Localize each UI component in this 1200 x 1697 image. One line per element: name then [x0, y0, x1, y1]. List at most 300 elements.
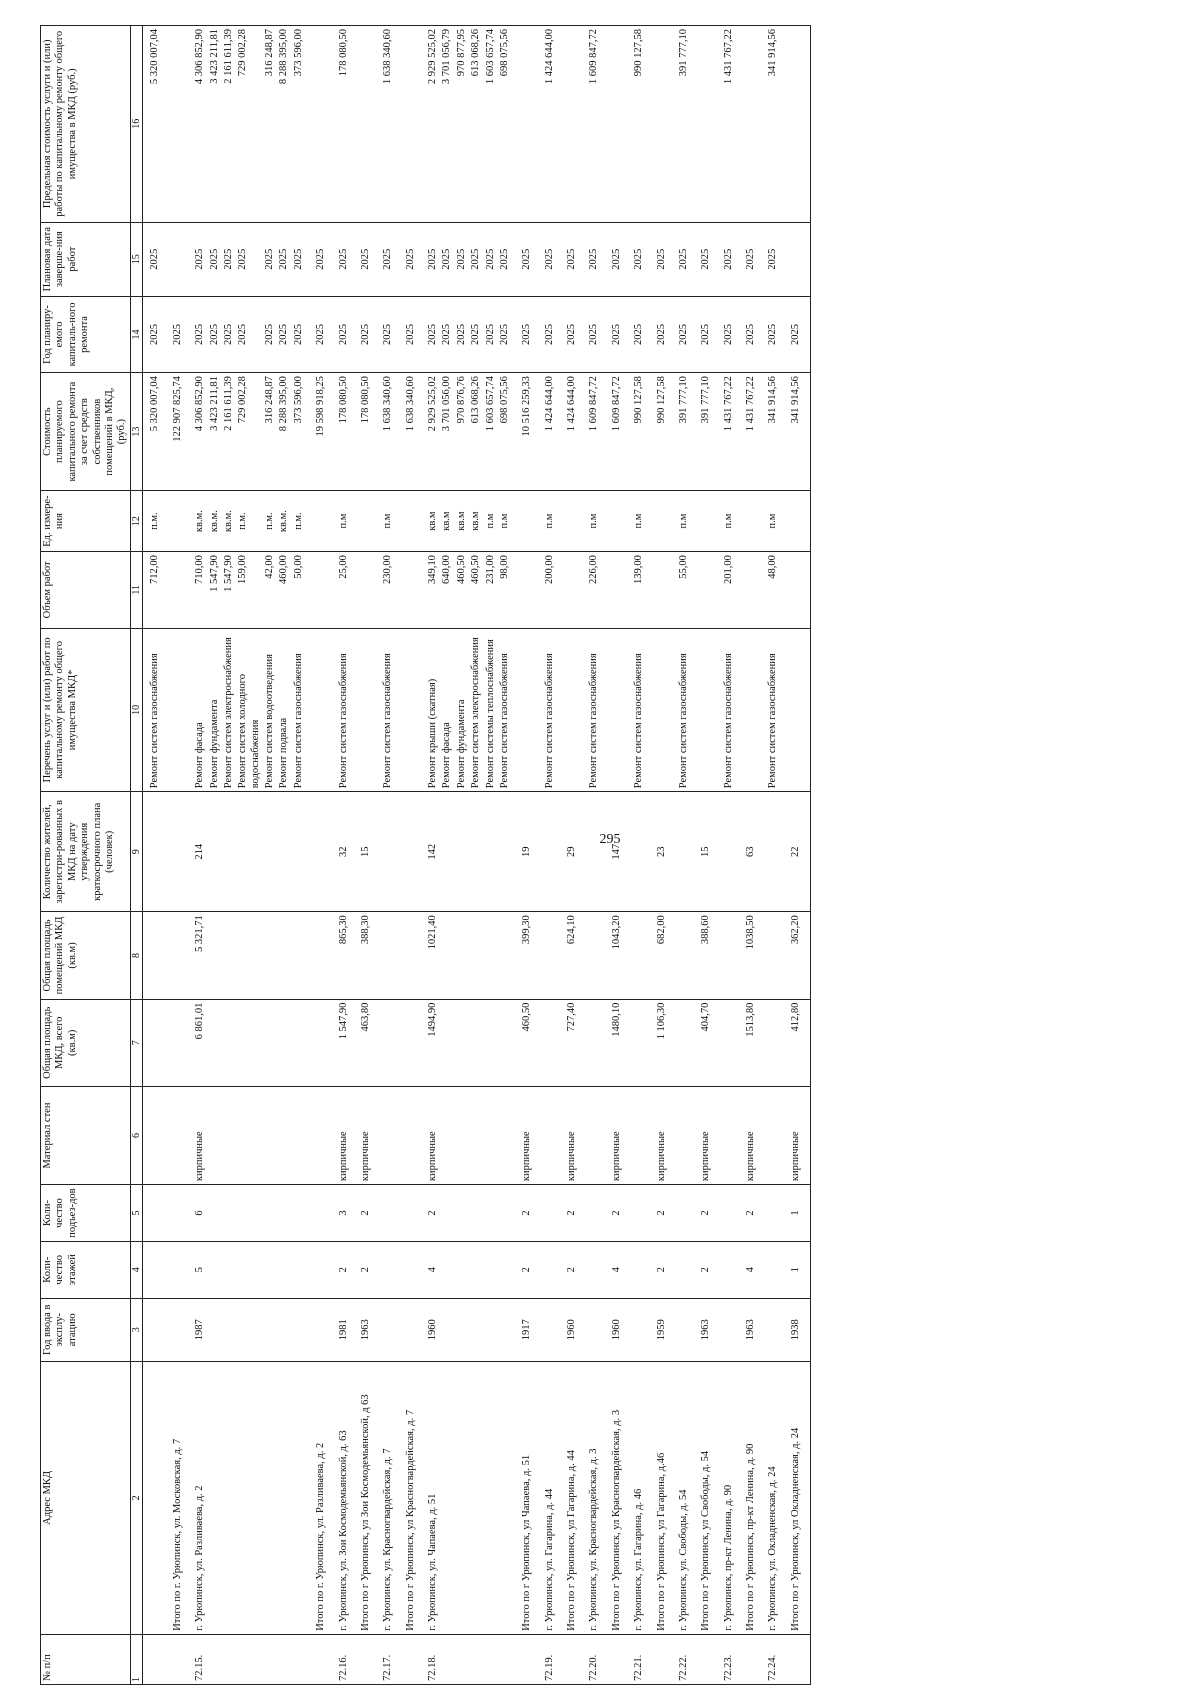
completion-date-cell: 2025: [185, 222, 207, 296]
row-number-cell: 72.22.: [669, 1634, 691, 1684]
wall-material-cell: [498, 1086, 512, 1184]
rotated-table-container: [40, 25, 1140, 1685]
address-cell: Итого по г Урюпинск, ул Красногвардейская, д. 3: [602, 1361, 624, 1634]
repair-year-cell: 2025: [292, 296, 306, 372]
cost-cell: 729 002,28: [236, 373, 263, 491]
table-row: [236, 26, 263, 1685]
row-number-cell: 72.16.: [329, 1634, 351, 1684]
premises-area-cell: [277, 912, 291, 999]
floors-cell: 2: [691, 1241, 713, 1298]
entrances-cell: 2: [647, 1185, 669, 1242]
year-built-cell: [263, 1298, 277, 1361]
volume-cell: 48,00: [758, 552, 780, 628]
unit-cell: п.м: [624, 491, 646, 552]
table-row: [758, 26, 780, 1685]
work-type-cell: [163, 628, 185, 792]
residents-cell: [440, 792, 454, 912]
entrances-cell: [455, 1185, 469, 1242]
repair-year-cell: 2025: [758, 296, 780, 372]
address-cell: г. Урюпинск, ул. Красногвардейская, д. 7: [373, 1361, 395, 1634]
residents-cell: [277, 792, 291, 912]
max-cost-cell: 990 127,58: [624, 26, 646, 223]
year-built-cell: 1960: [557, 1298, 579, 1361]
floors-cell: [277, 1241, 291, 1298]
unit-cell: п.м.: [236, 491, 263, 552]
floors-cell: [222, 1241, 236, 1298]
entrances-cell: [222, 1185, 236, 1242]
total-area-cell: [498, 999, 512, 1086]
work-type-cell: Ремонт систем газоснабжения: [329, 628, 351, 792]
work-type-cell: [396, 628, 418, 792]
premises-area-cell: 865,30: [329, 912, 351, 999]
work-type-cell: Ремонт систем газоснабжения: [758, 628, 780, 792]
wall-material-cell: кирпичные: [781, 1086, 811, 1184]
residents-cell: [624, 792, 646, 912]
completion-date-cell: 2025: [758, 222, 780, 296]
volume-cell: 42,00: [263, 552, 277, 628]
address-cell: г. Урюпинск, ул. Чапаева, д. 51: [418, 1361, 440, 1634]
row-number-cell: [736, 1634, 758, 1684]
cost-cell: 613 068,26: [469, 373, 483, 491]
year-built-cell: [484, 1298, 498, 1361]
work-type-cell: Ремонт систем газоснабжения: [669, 628, 691, 792]
repair-year-cell: 2025: [263, 296, 277, 372]
col-number: 2: [130, 1361, 143, 1634]
address-cell: Итого по г Урюпинск, ул Гагарина, д.46: [647, 1361, 669, 1634]
work-type-cell: [736, 628, 758, 792]
premises-area-cell: [208, 912, 222, 999]
total-area-cell: 1513,80: [736, 999, 758, 1086]
repair-year-cell: 2025: [535, 296, 557, 372]
completion-date-cell: 2025: [736, 222, 758, 296]
entrances-cell: [163, 1185, 185, 1242]
entrances-cell: [396, 1185, 418, 1242]
floors-cell: 4: [602, 1241, 624, 1298]
entrances-cell: 3: [329, 1185, 351, 1242]
completion-date-cell: 2025: [484, 222, 498, 296]
cost-cell: 178 080,50: [351, 373, 373, 491]
total-area-cell: [163, 999, 185, 1086]
table-row: [691, 26, 713, 1685]
unit-cell: кв.м: [455, 491, 469, 552]
total-area-cell: [669, 999, 691, 1086]
year-built-cell: [292, 1298, 306, 1361]
floors-cell: [498, 1241, 512, 1298]
max-cost-cell: [351, 26, 373, 223]
total-area-cell: [714, 999, 736, 1086]
premises-area-cell: [455, 912, 469, 999]
repair-year-cell: 2025: [418, 296, 440, 372]
entrances-cell: 6: [185, 1185, 207, 1242]
table-row: [624, 26, 646, 1685]
unit-cell: п.м: [758, 491, 780, 552]
total-area-cell: [440, 999, 454, 1086]
header-floors: Коли-чество этажей: [41, 1241, 131, 1298]
table-row: [736, 26, 758, 1685]
unit-cell: [781, 491, 811, 552]
unit-cell: [691, 491, 713, 552]
unit-cell: п.м.: [292, 491, 306, 552]
premises-area-cell: 624,10: [557, 912, 579, 999]
residents-cell: [714, 792, 736, 912]
repair-year-cell: 2025: [373, 296, 395, 372]
unit-cell: [647, 491, 669, 552]
total-area-cell: [236, 999, 263, 1086]
unit-cell: п.м: [535, 491, 557, 552]
address-cell: [455, 1361, 469, 1634]
unit-cell: кв.м: [440, 491, 454, 552]
row-number-cell: [163, 1634, 185, 1684]
max-cost-cell: 178 080,50: [329, 26, 351, 223]
entrances-cell: 2: [557, 1185, 579, 1242]
address-cell: [143, 1361, 163, 1634]
premises-area-cell: [373, 912, 395, 999]
completion-date-cell: 2025: [351, 222, 373, 296]
unit-cell: кв.м: [469, 491, 483, 552]
wall-material-cell: [714, 1086, 736, 1184]
address-cell: Итого по г Урюпинск, ул Гагарина, д. 44: [557, 1361, 579, 1634]
total-area-cell: 412,80: [781, 999, 811, 1086]
completion-date-cell: 2025: [329, 222, 351, 296]
wall-material-cell: [440, 1086, 454, 1184]
total-area-cell: [469, 999, 483, 1086]
row-number-cell: [440, 1634, 454, 1684]
entrances-cell: [277, 1185, 291, 1242]
floors-cell: 2: [647, 1241, 669, 1298]
address-cell: Итого по г Урюпинск, ул Свободы, д. 54: [691, 1361, 713, 1634]
wall-material-cell: [396, 1086, 418, 1184]
work-type-cell: Ремонт систем газоснабжения: [579, 628, 601, 792]
max-cost-cell: 2 161 611,39: [222, 26, 236, 223]
row-number-cell: [222, 1634, 236, 1684]
wall-material-cell: [306, 1086, 328, 1184]
max-cost-cell: 341 914,56: [758, 26, 780, 223]
volume-cell: [647, 552, 669, 628]
address-cell: Итого по г. Урюпинск, ул. Московская, д. 7: [163, 1361, 185, 1634]
col-number: 12: [130, 491, 143, 552]
year-built-cell: 1960: [418, 1298, 440, 1361]
address-cell: [263, 1361, 277, 1634]
col-number: 5: [130, 1185, 143, 1242]
residents-cell: [163, 792, 185, 912]
year-built-cell: [143, 1298, 163, 1361]
cost-cell: 122 907 825,74: [163, 373, 185, 491]
unit-cell: кв.м.: [222, 491, 236, 552]
col-number: 1: [130, 1634, 143, 1684]
entrances-cell: 2: [418, 1185, 440, 1242]
completion-date-cell: 2025: [143, 222, 163, 296]
table-row: [781, 26, 811, 1685]
unit-cell: п.м: [484, 491, 498, 552]
entrances-cell: [143, 1185, 163, 1242]
total-area-cell: 404,70: [691, 999, 713, 1086]
residents-cell: [236, 792, 263, 912]
completion-date-cell: 2025: [222, 222, 236, 296]
unit-cell: п.м.: [143, 491, 163, 552]
total-area-cell: [373, 999, 395, 1086]
address-cell: Итого по г Урюпинск, пр-кт Ленина, д. 90: [736, 1361, 758, 1634]
cost-cell: 1 609 847,72: [602, 373, 624, 491]
row-number-cell: [277, 1634, 291, 1684]
premises-area-cell: 5 321,71: [185, 912, 207, 999]
wall-material-cell: [143, 1086, 163, 1184]
address-cell: Итого по г Урюпинск, ул Зои Космодемьянской, д 63: [351, 1361, 373, 1634]
completion-date-cell: 2025: [602, 222, 624, 296]
max-cost-cell: 8 288 395,00: [277, 26, 291, 223]
max-cost-cell: [781, 26, 811, 223]
capital-repair-table: [40, 25, 811, 1685]
premises-area-cell: [263, 912, 277, 999]
col-number: 10: [130, 628, 143, 792]
volume-cell: 139,00: [624, 552, 646, 628]
max-cost-cell: [306, 26, 328, 223]
completion-date-cell: 2025: [208, 222, 222, 296]
residents-cell: [306, 792, 328, 912]
unit-cell: кв.м.: [185, 491, 207, 552]
total-area-cell: [484, 999, 498, 1086]
max-cost-cell: 5 320 007,04: [143, 26, 163, 223]
completion-date-cell: 2025: [263, 222, 277, 296]
col-number: 14: [130, 296, 143, 372]
work-type-cell: [306, 628, 328, 792]
repair-year-cell: 2025: [143, 296, 163, 372]
residents-cell: [143, 792, 163, 912]
completion-date-cell: 2025: [535, 222, 557, 296]
cost-cell: 990 127,58: [647, 373, 669, 491]
completion-date-cell: 2025: [469, 222, 483, 296]
row-number-cell: 72.18.: [418, 1634, 440, 1684]
cost-cell: 1 638 340,60: [373, 373, 395, 491]
residents-cell: 22: [781, 792, 811, 912]
year-built-cell: [624, 1298, 646, 1361]
cost-cell: 316 248,87: [263, 373, 277, 491]
cost-cell: 970 876,76: [455, 373, 469, 491]
volume-cell: 1 547,90: [208, 552, 222, 628]
floors-cell: [579, 1241, 601, 1298]
header-cost: Стоимость планируемого капитального ремонта за счет средств собственников помещений в МКД, (руб.): [41, 373, 131, 491]
residents-cell: [535, 792, 557, 912]
col-number: 13: [130, 373, 143, 491]
repair-year-cell: 2025: [208, 296, 222, 372]
work-type-cell: Ремонт систем газоснабжения: [373, 628, 395, 792]
premises-area-cell: [143, 912, 163, 999]
volume-cell: [557, 552, 579, 628]
address-cell: г. Урюпинск, ул. Зои Космодемьянской, д. 63: [329, 1361, 351, 1634]
work-type-cell: [647, 628, 669, 792]
year-built-cell: [714, 1298, 736, 1361]
max-cost-cell: [602, 26, 624, 223]
max-cost-cell: 1 431 767,22: [714, 26, 736, 223]
completion-date-cell: 2025: [418, 222, 440, 296]
year-built-cell: [373, 1298, 395, 1361]
max-cost-cell: 373 596,00: [292, 26, 306, 223]
table-row: [163, 26, 185, 1685]
table-row: [535, 26, 557, 1685]
premises-area-cell: [758, 912, 780, 999]
wall-material-cell: [163, 1086, 185, 1184]
work-type-cell: Ремонт систем электроснабжения: [469, 628, 483, 792]
max-cost-cell: 613 068,26: [469, 26, 483, 223]
premises-area-cell: 362,20: [781, 912, 811, 999]
cost-cell: 391 777,10: [669, 373, 691, 491]
volume-cell: 201,00: [714, 552, 736, 628]
entrances-cell: [292, 1185, 306, 1242]
cost-cell: 5 320 007,04: [143, 373, 163, 491]
row-number-cell: 72.20.: [579, 1634, 601, 1684]
total-area-cell: [208, 999, 222, 1086]
max-cost-cell: [557, 26, 579, 223]
cost-cell: 8 288 395,00: [277, 373, 291, 491]
volume-cell: 640,00: [440, 552, 454, 628]
wall-material-cell: кирпичные: [602, 1086, 624, 1184]
residents-cell: [469, 792, 483, 912]
wall-material-cell: [208, 1086, 222, 1184]
row-number-cell: [647, 1634, 669, 1684]
total-area-cell: 6 861,01: [185, 999, 207, 1086]
floors-cell: [163, 1241, 185, 1298]
table-row: [440, 26, 454, 1685]
entrances-cell: [624, 1185, 646, 1242]
unit-cell: п.м: [329, 491, 351, 552]
residents-cell: [498, 792, 512, 912]
wall-material-cell: кирпичные: [512, 1086, 534, 1184]
completion-date-cell: 2025: [647, 222, 669, 296]
residents-cell: 29: [557, 792, 579, 912]
header-repair-year: Год планиру-емого капиталь-ного ремонта: [41, 296, 131, 372]
total-area-cell: [624, 999, 646, 1086]
header-completion-date: Плановая дата заверше-ния работ: [41, 222, 131, 296]
residents-cell: 214: [185, 792, 207, 912]
repair-year-cell: 2025: [277, 296, 291, 372]
header-residents: Количество жителей, зарегистри-рованных в МКД на дату утверждения краткосрочного плана (человек): [41, 792, 131, 912]
max-cost-cell: 729 002,28: [236, 26, 263, 223]
year-built-cell: 1981: [329, 1298, 351, 1361]
wall-material-cell: [758, 1086, 780, 1184]
repair-year-cell: 2025: [469, 296, 483, 372]
address-cell: [208, 1361, 222, 1634]
entrances-cell: [306, 1185, 328, 1242]
wall-material-cell: [484, 1086, 498, 1184]
repair-year-cell: 2025: [306, 296, 328, 372]
col-number: 3: [130, 1298, 143, 1361]
residents-cell: [396, 792, 418, 912]
work-type-cell: Ремонт систем газоснабжения: [714, 628, 736, 792]
premises-area-cell: [396, 912, 418, 999]
row-number-cell: [292, 1634, 306, 1684]
work-type-cell: [602, 628, 624, 792]
table-row: [602, 26, 624, 1685]
year-built-cell: 1959: [647, 1298, 669, 1361]
table-row: [469, 26, 483, 1685]
floors-cell: [396, 1241, 418, 1298]
total-area-cell: [292, 999, 306, 1086]
volume-cell: 710,00: [185, 552, 207, 628]
floors-cell: 2: [512, 1241, 534, 1298]
cost-cell: 2 161 611,39: [222, 373, 236, 491]
unit-cell: [396, 491, 418, 552]
cost-cell: 1 431 767,22: [714, 373, 736, 491]
total-area-cell: [579, 999, 601, 1086]
total-area-cell: 463,80: [351, 999, 373, 1086]
floors-cell: 5: [185, 1241, 207, 1298]
volume-cell: 1 547,90: [222, 552, 236, 628]
table-row: [208, 26, 222, 1685]
work-type-cell: Ремонт крыши (скатная): [418, 628, 440, 792]
address-cell: г. Урюпинск, ул. Гагарина, д. 44: [535, 1361, 557, 1634]
residents-cell: [208, 792, 222, 912]
work-type-cell: Ремонт подвала: [277, 628, 291, 792]
repair-year-cell: 2025: [736, 296, 758, 372]
entrances-cell: [758, 1185, 780, 1242]
work-type-cell: [351, 628, 373, 792]
residents-cell: 23: [647, 792, 669, 912]
wall-material-cell: [579, 1086, 601, 1184]
total-area-cell: [396, 999, 418, 1086]
work-type-cell: Ремонт систем газоснабжения: [143, 628, 163, 792]
work-type-cell: [512, 628, 534, 792]
completion-date-cell: 2025: [277, 222, 291, 296]
table-row: [647, 26, 669, 1685]
volume-cell: 98,00: [498, 552, 512, 628]
table-header: [41, 26, 143, 1685]
max-cost-cell: 1 609 847,72: [579, 26, 601, 223]
wall-material-cell: [292, 1086, 306, 1184]
wall-material-cell: кирпичные: [647, 1086, 669, 1184]
entrances-cell: [469, 1185, 483, 1242]
residents-cell: 15: [691, 792, 713, 912]
header-works-list: Перечень услуг и (или) работ по капитальному ремонту общего имущества МКД*: [41, 628, 131, 792]
max-cost-cell: 970 877,95: [455, 26, 469, 223]
completion-date-cell: 2025: [624, 222, 646, 296]
work-type-cell: Ремонт систем холодного водоснабжения: [236, 628, 263, 792]
row-number-cell: 72.15.: [185, 1634, 207, 1684]
repair-year-cell: 2025: [512, 296, 534, 372]
address-cell: г. Урюпинск, пр-кт Ленина, д. 90: [714, 1361, 736, 1634]
unit-cell: п.м: [714, 491, 736, 552]
wall-material-cell: [669, 1086, 691, 1184]
wall-material-cell: кирпичные: [736, 1086, 758, 1184]
volume-cell: [602, 552, 624, 628]
table-row: [263, 26, 277, 1685]
residents-cell: 63: [736, 792, 758, 912]
address-cell: Итого по г Урюпинск, ул Красногвардейская, д. 7: [396, 1361, 418, 1634]
volume-cell: 25,00: [329, 552, 351, 628]
year-built-cell: [469, 1298, 483, 1361]
col-number: 11: [130, 552, 143, 628]
volume-cell: 226,00: [579, 552, 601, 628]
table-row: [373, 26, 395, 1685]
entrances-cell: [669, 1185, 691, 1242]
premises-area-cell: [624, 912, 646, 999]
work-type-cell: Ремонт систем водоотведения: [263, 628, 277, 792]
row-number-cell: 72.17.: [373, 1634, 395, 1684]
cost-cell: 1 431 767,22: [736, 373, 758, 491]
header-max-cost: Предельная стоимость услуги и (или) работы по капитальному ремонту общего имущества в МКД (руб.): [41, 26, 131, 223]
entrances-cell: 2: [602, 1185, 624, 1242]
wall-material-cell: [469, 1086, 483, 1184]
column-numbers-row: [130, 26, 143, 1685]
repair-year-cell: 2025: [455, 296, 469, 372]
repair-year-cell: 2025: [669, 296, 691, 372]
total-area-cell: [306, 999, 328, 1086]
header-unit: Ед. измере-ния: [41, 491, 131, 552]
wall-material-cell: кирпичные: [329, 1086, 351, 1184]
address-cell: Итого по г Урюпинск, ул Чапаева, д. 51: [512, 1361, 534, 1634]
year-built-cell: [163, 1298, 185, 1361]
year-built-cell: [236, 1298, 263, 1361]
repair-year-cell: 2025: [691, 296, 713, 372]
row-number-cell: [396, 1634, 418, 1684]
